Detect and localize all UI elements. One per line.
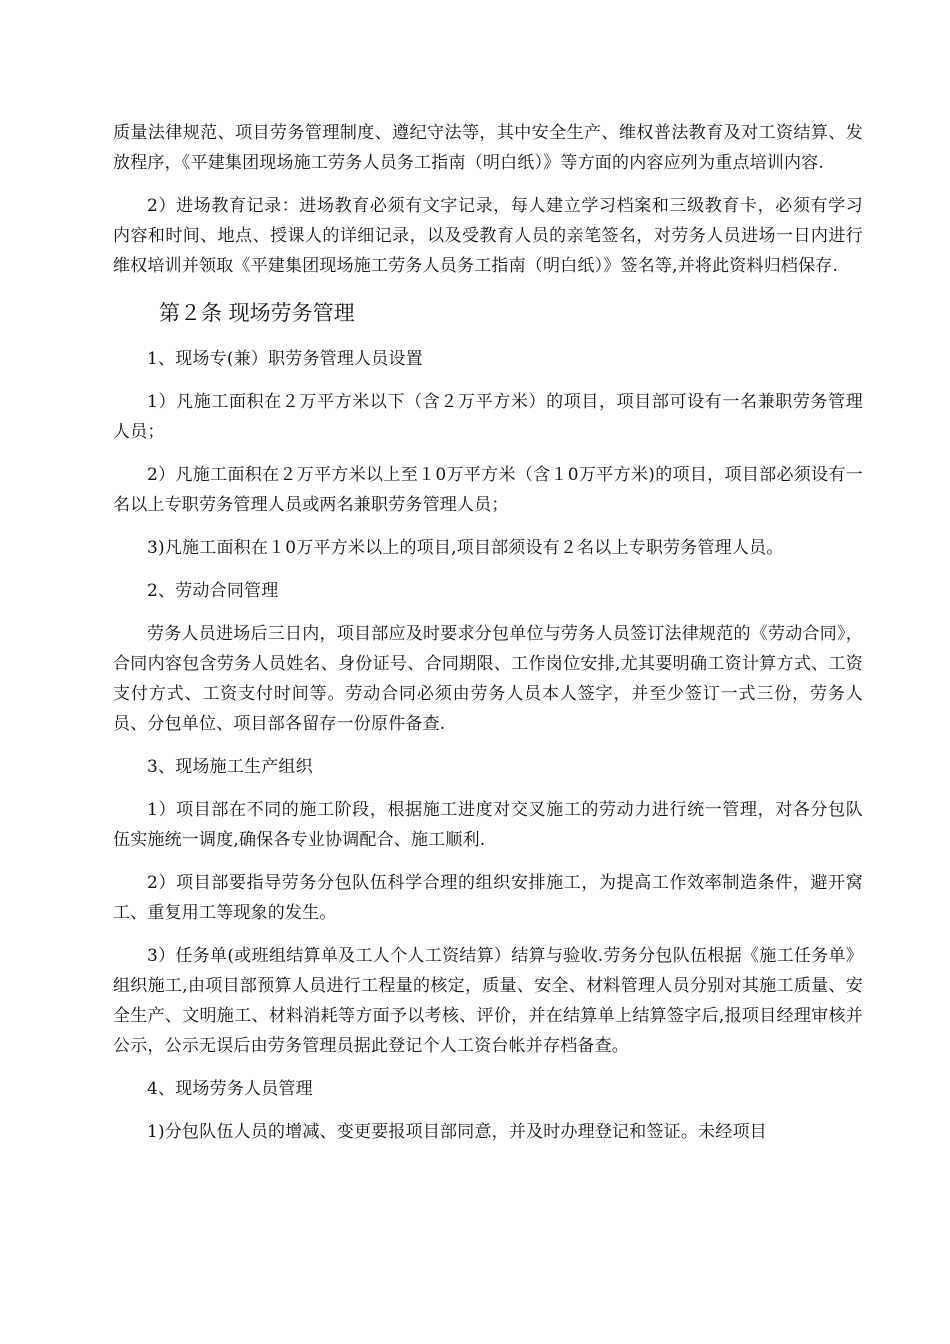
paragraph-entry-education-record: 2）进场教育记录：进场教育必须有文字记录，每人建立学习档案和三级教育卡，必须有学习内容和时间、地点、授课人的详细记录，以及受教育人员的亲笔签名，对劳务人员进场一日内进行维权培训并领取《平建集团现场施工劳务人员务工指南（明白纸）》签名等,并将此资料归档保存. xyxy=(113,196,863,276)
paragraph-training-content: 质量法律规范、项目劳务管理制度、遵纪守法等，其中安全生产、维权普法教育及对工资结算、发放程序，《平建集团现场施工劳务人员务工指南（明白纸）》等方面的内容应列为重点培训内容. xyxy=(113,123,863,173)
paragraph-production-rule-2: 2）项目部要指导劳务分包队伍科学合理的组织安排施工，为提高工作效率制造条件，避开窝工、重复用工等现象的发生。 xyxy=(113,873,863,923)
paragraph-worker-rule-1: 1)分包队伍人员的增减、变更要报项目部同意，并及时办理登记和签证。未经项目 xyxy=(147,1122,767,1142)
paragraph-labor-contract: 劳务人员进场后三日内，项目部应及时要求分包单位与劳务人员签订法律规范的《劳动合同》，合同内容包含劳务人员姓名、身份证号、合同期限、工作岗位安排,尤其要明确工资计算方式、工资支付方式、工资支付时间等。劳动合同必须由劳务人员本人签字，并至少签订一式三份，劳务人员、分包单位、项目部各留存一份原件备查. xyxy=(113,624,863,734)
paragraph-production-rule-1: 1）项目部在不同的施工阶段，根据施工进度对交叉施工的劳动力进行统一管理，对各分包队伍实施统一调度,确保各专业协调配合、施工顺利. xyxy=(113,800,863,850)
paragraph-staff-rule-2: 2）凡施工面积在２万平方米以上至１0万平方米（含１0万平方米)的项目，项目部必须设有一名以上专职劳务管理人员或两名兼职劳务管理人员； xyxy=(113,465,863,515)
section-heading-production-organization: 3、现场施工生产组织 xyxy=(147,757,313,777)
section-heading-labor-contract: 2、劳动合同管理 xyxy=(147,581,279,601)
paragraph-staff-rule-1: 1）凡施工面积在２万平方米以下（含２万平方米）的项目，项目部可设有一名兼职劳务管理人员； xyxy=(113,392,863,442)
article-heading: 第２条 现场劳务管理 xyxy=(159,301,355,325)
document-body xyxy=(113,118,863,1147)
section-heading-worker-management: 4、现场劳务人员管理 xyxy=(147,1079,313,1099)
paragraph-staff-rule-3: 3)凡施工面积在１0万平方米以上的项目,项目部须设有２名以上专职劳务管理人员。 xyxy=(147,538,784,558)
paragraph-production-rule-3: 3）任务单(或班组结算单及工人个人工资结算）结算与验收.劳务分包队伍根据《施工任务单》组织施工,由项目部预算人员进行工程量的核定，质量、安全、材料管理人员分别对其施工质量、安全生产、文明施工、材料消耗等方面予以考核、评价，并在结算单上结算签字后,报项目经理审核并公示，公示无误后由劳务管理员据此登记个人工资台帐并存档备查。 xyxy=(113,946,863,1056)
section-heading-staff-setup: 1、现场专(兼）职劳务管理人员设置 xyxy=(147,349,423,369)
